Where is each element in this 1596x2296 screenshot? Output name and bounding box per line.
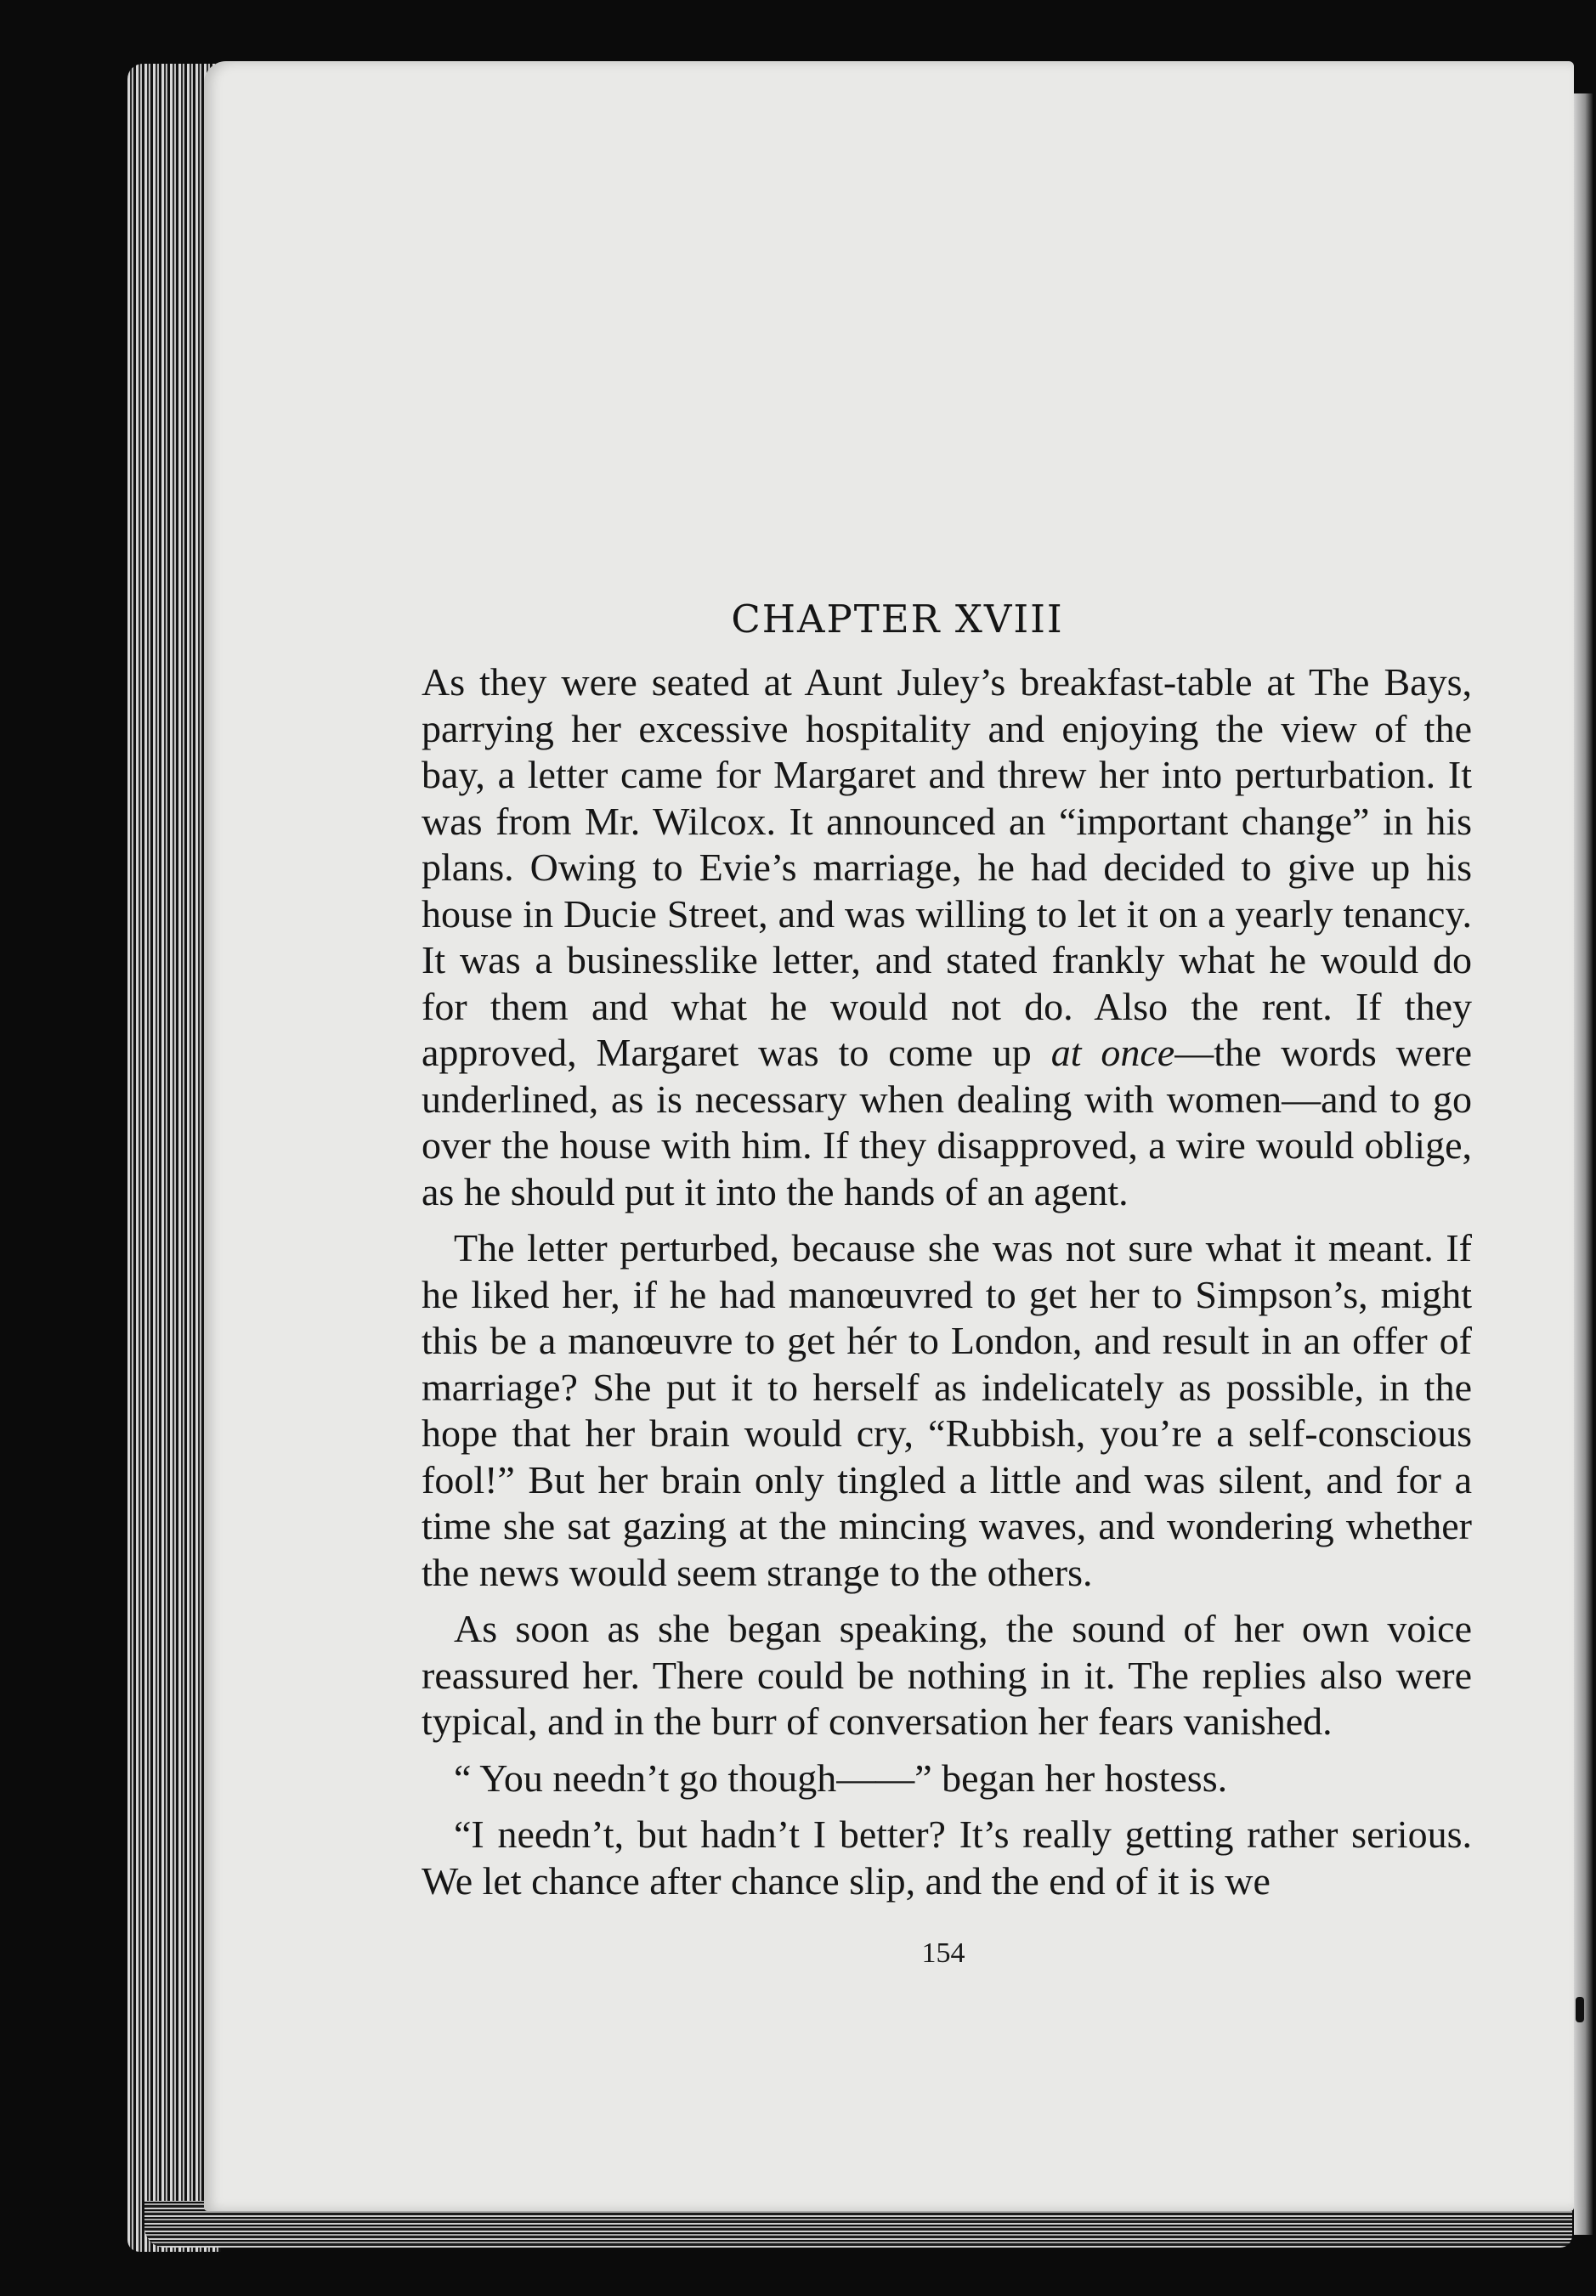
paragraph: As soon as she began speaking, the sound of her own voice reassured her. There could be nothing in it. The replies also were typical, and in the burr of conversation her fears vanished. xyxy=(422,1607,1472,1743)
book-page-edge-right xyxy=(1574,93,1593,2235)
chapter-title: CHAPTER XVIII xyxy=(731,597,1064,642)
body-text xyxy=(422,659,1472,1914)
paragraph: The letter perturbed, because she was not sure what it meant. If he liked her, if he had manœuvred to get her to Simpson’s, might this be a manœuvre to get hér to London, and result in an offer of marriage? She put it to herself as indelicately as possible, in the hope that her brain would cry, “Rubbish, you’re a self-conscious fool!” But her brain only tingled a little and was silent, and for a time she sat gazing at the mincing waves, and wondering whether the news would seem strange to the others. xyxy=(422,1226,1472,1594)
paragraph: “ You needn’t go though——” began her hostess. xyxy=(454,1756,1228,1800)
emphasis-text: at once xyxy=(1050,1031,1175,1074)
paragraph-text-after-emphasis: —the words were underlined, as is necessary when dealing with women—and to go over the house with him. If they disapproved, a wire would oblige, as he should put it into the hands of an agent. xyxy=(422,1031,1472,1213)
paragraph-text-before-emphasis: As they were seated at Aunt Juley’s breakfast-table at The Bays, parrying her excessive hospitality and enjoying the view of the bay, a letter came for Margaret and threw her into perturbation. It was from Mr. Wilcox. It announced an “important change” in his plans. Owing to Evie’s marriage, he had decided to give up his house in Ducie Street, and was willing to let it on a yearly tenancy. It was a businesslike letter, and stated frankly what he would do for them and what he would not do. Also the rent. If they approved, Margaret was to come up xyxy=(422,660,1472,1074)
paragraph: “I needn’t, but hadn’t I better? It’s really getting rather serious. We let chance after chance slip, and the end of it is we xyxy=(422,1812,1472,1903)
scan-artifact xyxy=(1576,1997,1584,2022)
paragraph xyxy=(422,659,1472,1215)
page-number: 154 xyxy=(921,1937,965,1969)
